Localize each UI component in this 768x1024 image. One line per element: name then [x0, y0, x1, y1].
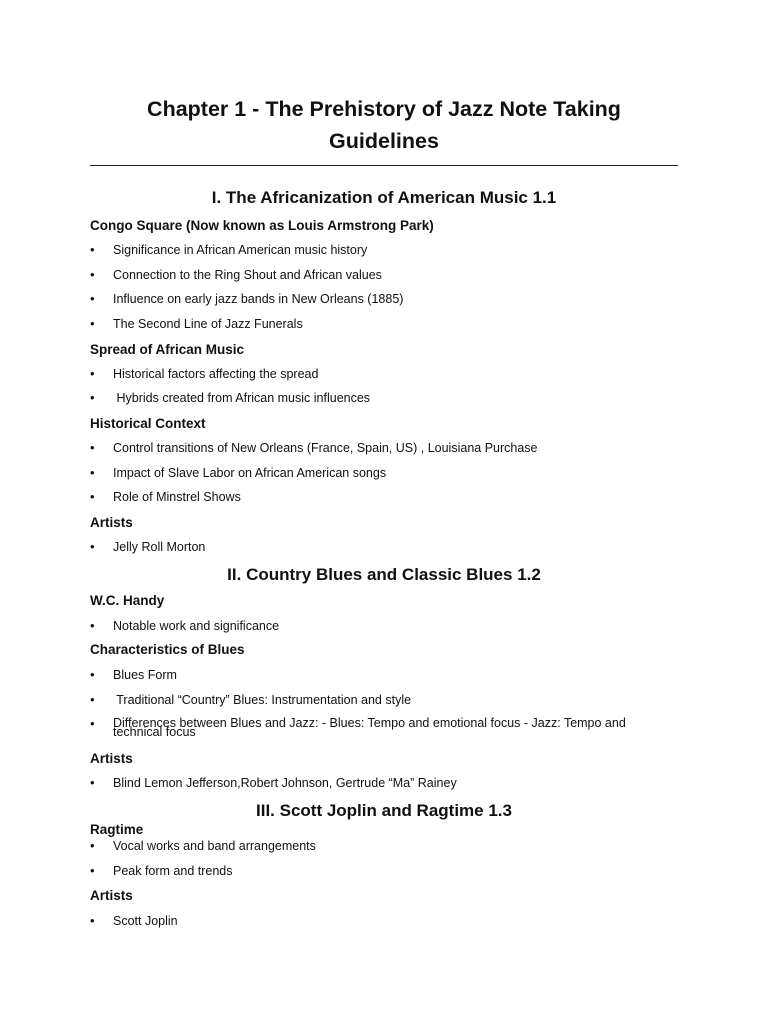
list-item-text: Blues Form — [113, 668, 177, 682]
bullet-icon: • — [90, 692, 95, 707]
bullet-icon: • — [90, 267, 95, 282]
list-item-text: Vocal works and band arrangements — [113, 839, 316, 853]
section-heading-3: III. Scott Joplin and Ragtime 1.3 — [256, 801, 512, 820]
list-item-text: Hybrids created from African music influences — [113, 391, 371, 405]
list-item-text: Historical factors affecting the spread — [113, 367, 319, 381]
bullet-icon: • — [90, 838, 95, 853]
subheading-ragtime: Ragtime — [90, 822, 144, 837]
bullet-icon: • — [90, 316, 95, 331]
list-item-text: Connection to the Ring Shout and African values — [113, 268, 382, 282]
page-title: Chapter 1 - The Prehistory of Jazz Note Taking Guidelines — [147, 97, 621, 153]
list-item-text: Notable work and significance — [113, 619, 280, 633]
list-item-text: Blind Lemon Jefferson,Robert Johnson, Gertrude “Ma” Rainey — [113, 776, 457, 790]
bullet-icon: • — [90, 489, 95, 504]
bullet-icon: • — [90, 390, 95, 405]
bullet-icon: • — [90, 618, 95, 633]
list-item-text: Significance in African American music history — [113, 243, 368, 257]
list-item-text: Role of Minstrel Shows — [113, 490, 241, 504]
list-item-text: Control transitions of New Orleans (France, Spain, US) , Louisiana Purchase — [113, 441, 538, 455]
list-item-text: Differences between Blues and Jazz: - Blues: Tempo and emotional focus - Jazz: Tempo and technical focus — [113, 716, 626, 739]
bullet-icon: • — [90, 366, 95, 381]
subheading-artists-2: Artists — [90, 751, 133, 766]
list-item-text: Influence on early jazz bands in New Orleans (1885) — [113, 292, 404, 306]
subheading-historical-context: Historical Context — [90, 416, 206, 431]
bullet-icon: • — [90, 667, 95, 682]
subheading-spread-of-african-music: Spread of African Music — [90, 342, 245, 357]
bullet-icon: • — [90, 440, 95, 455]
subheading-characteristics-of-blues: Characteristics of Blues — [90, 642, 245, 657]
title-divider — [90, 165, 678, 166]
bullet-icon: • — [90, 913, 95, 928]
subheading-wc-handy: W.C. Handy — [90, 593, 165, 608]
list-item-text: Jelly Roll Morton — [113, 540, 206, 554]
bullet-icon: • — [90, 242, 95, 257]
bullet-icon: • — [90, 863, 95, 878]
subheading-congo-square: Congo Square (Now known as Louis Armstrong Park) — [90, 218, 434, 233]
subheading-artists-1: Artists — [90, 515, 133, 530]
section-heading-2: II. Country Blues and Classic Blues 1.2 — [227, 565, 541, 584]
bullet-icon: • — [90, 465, 95, 480]
subheading-artists-3: Artists — [90, 888, 133, 903]
list-item-text: Traditional “Country” Blues: Instrumentation and style — [113, 693, 412, 707]
bullet-icon: • — [90, 291, 95, 306]
bullet-icon: • — [90, 539, 95, 554]
list-item-text: Peak form and trends — [113, 864, 233, 878]
list-item-text: The Second Line of Jazz Funerals — [113, 317, 303, 331]
bullet-icon: • — [90, 716, 95, 731]
section-heading-1: I. The Africanization of American Music 1.1 — [211, 188, 557, 207]
bullet-icon: • — [90, 775, 95, 790]
list-item-text: Impact of Slave Labor on African American songs — [113, 466, 387, 480]
list-item-text: Scott Joplin — [113, 914, 178, 928]
